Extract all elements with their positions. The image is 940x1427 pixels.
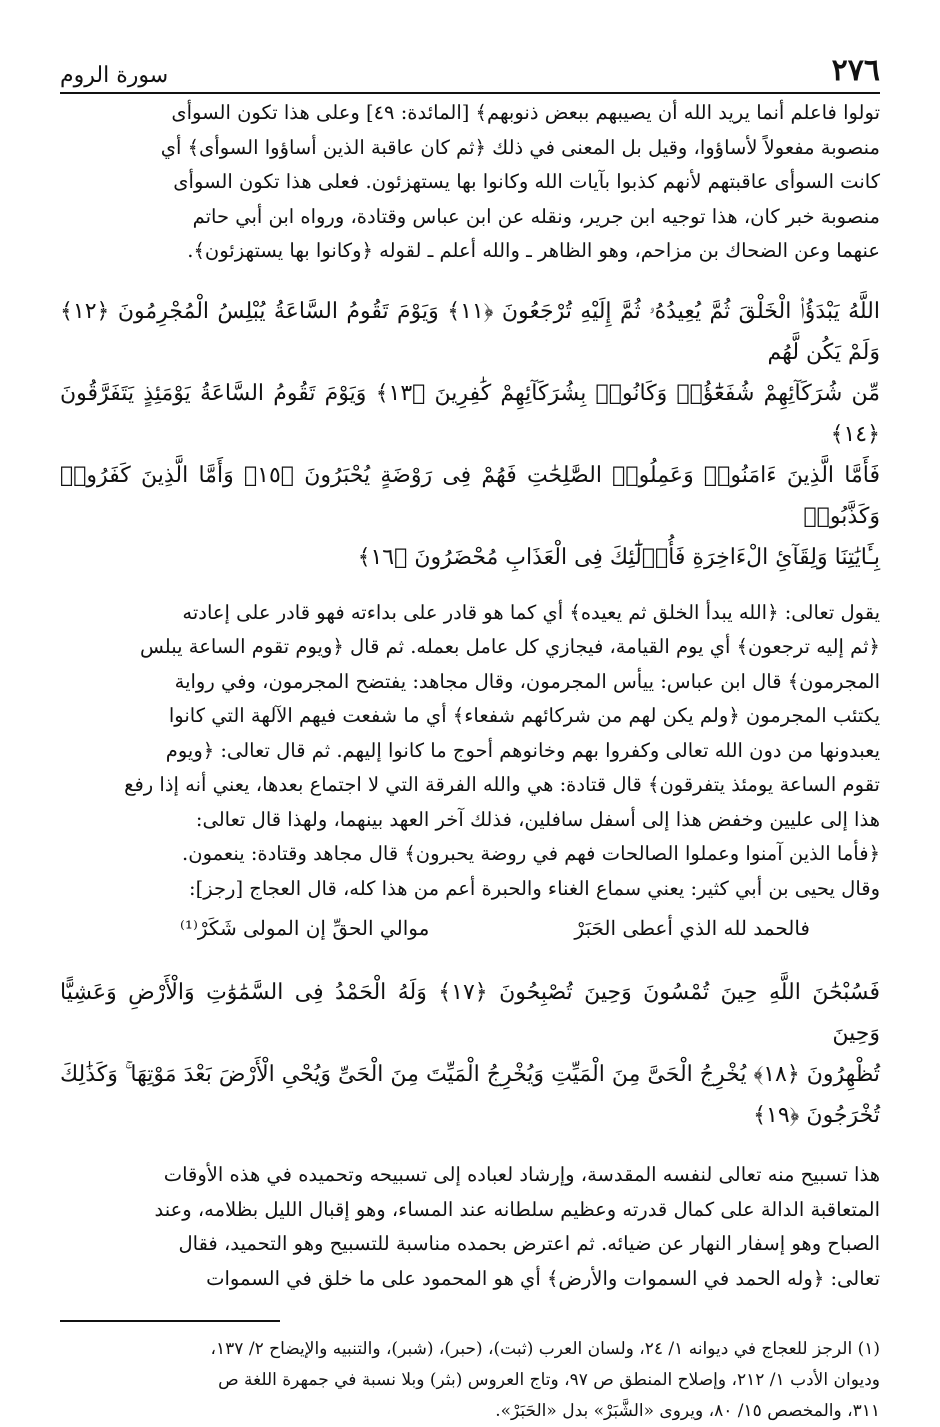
footnote-divider — [60, 1320, 280, 1322]
poem-second-hemistich: موالي الحقِّ إن المولى شَكَرْ⁽¹⁾ — [180, 916, 430, 940]
commentary-paragraph-verses-11-16: يقول تعالى: ﴿الله يبدأ الخلق ثم يعيده﴾ أي كما هو قادر على بداءته فهو قادر على إعادته ﴿ثم إليه ترجعون﴾ أي يوم القيامة، فيجازي كل عامل بعمله. ثم قال ﴿ويوم تقوم الساعة يبلس المجرمون﴾ قال ابن عباس: ييأس المجرمون، وقال مجاهد: يفتضح المجرمون، وفي رواية يكتئب المجرمون ﴿ولم يكن لهم من شركائهم شفعاء﴾ أي ما شفعت فيهم الآلهة التي كانوا يعبدونها من دون الله تعالى وكفروا بهم وخانوهم أحوج ما كانوا إليهم. ثم قال تعالى: ﴿ويوم تقوم الساعة يومئذ يتفرقون﴾ قال قتادة: هي والله الفرقة التي لا اجتماع بعدها، يعني أنه إذا رفع هذا إلى عليين وخفض هذا إلى أسفل سافلين، فذلك آخر العهد بينهما، ولهذا قال تعالى: ﴿فأما الذين آمنوا وعملوا الصالحات فهم في روضة يحبرون﴾ قال مجاهد وقتادة: ينعمون. وقال يحيى بن أبي كثير: يعني سماع الغناء والحبرة أعم من هذا كله، قال العجاج [رجز]: — [124, 600, 880, 900]
page — [60, 50, 880, 1427]
page-header — [60, 50, 880, 94]
page-number: ٢٧٦ — [831, 53, 880, 88]
commentary-paragraph-verses-17-19: هذا تسبيح منه تعالى لنفسه المقدسة، وإرشاد لعباده إلى تسبيحه وتحميده في هذه الأوقات المتعاقبة الدالة على كمال قدرته وعظيم سلطانه عند المساء، وهو إقبال الليل بظلامه، وعند الصباح وهو إسفار النهار عن ضيائه. ثم اعترض بحمده مناسبة للتسبيح وهو التحميد، فقال تعالى: ﴿وله الحمد في السموات والأرض﴾ أي هو المحمود على ما خلق في السموات — [154, 1163, 880, 1290]
poem-verse — [180, 916, 810, 940]
poem-first-hemistich: فالحمد لله الذي أعطى الحَبَرْ — [574, 916, 810, 940]
running-title: سورة الروم — [60, 63, 169, 88]
quran-verses-11-16: اللَّهُ يَبْدَؤُا۟ الْخَلْقَ ثُمَّ يُعِيدُهُۥ ثُمَّ إِلَيْهِ تُرْجَعُونَ ﴿١١﴾ وَيَوْمَ تَقُومُ السَّاعَةُ يُبْلِسُ الْمُجْرِمُونَ ﴿١٢﴾ وَلَمْ يَكُن لَّهُم مِّن شُرَكَآئِهِمْ شُفَعَٰٓؤُا۟ وَكَانُوا۟ بِشُرَكَآئِهِمْ كَٰفِرِينَ ﴿١٣﴾ وَيَوْمَ تَقُومُ السَّاعَةُ يَوْمَئِذٍ يَتَفَرَّقُونَ ﴿١٤﴾ فَأَمَّا الَّذِينَ ءَامَنُوا۟ وَعَمِلُوا۟ الصَّٰلِحَٰتِ فَهُمْ فِى رَوْضَةٍ يُحْبَرُونَ ﴿١٥﴾ وَأَمَّا الَّذِينَ كَفَرُوا۟ وَكَذَّبُوا۟ بِـَٔايَٰتِنَا وَلِقَآئِ الْءَاخِرَةِ فَأُو۟لَٰٓئِكَ فِى الْعَذَابِ مُحْضَرُونَ ﴿١٦﴾ — [60, 298, 880, 570]
quran-verses-17-19: فَسُبْحَٰنَ اللَّهِ حِينَ تُمْسُونَ وَحِينَ تُصْبِحُونَ ﴿١٧﴾ وَلَهُ الْحَمْدُ فِى السَّمَٰوَٰتِ وَالْأَرْضِ وَعَشِيًّا وَحِينَ تُظْهِرُونَ ﴿١٨﴾ يُخْرِجُ الْحَىَّ مِنَ الْمَيِّتِ وَيُخْرِجُ الْمَيِّتَ مِنَ الْحَىِّ وَيُحْىِ الْأَرْضَ بَعْدَ مَوْتِهَا ۚ وَكَذَٰلِكَ تُخْرَجُونَ ﴿١٩﴾ — [60, 980, 880, 1128]
commentary-paragraph-continued: تولوا فاعلم أنما يريد الله أن يصيبهم ببعض ذنوبهم﴾ [المائدة: ٤٩] وعلى هذا تكون السوأى منصوبة مفعولاً لأساؤوا، وقيل بل المعنى في ذلك ﴿ثم كان عاقبة الذين أساؤوا السوأى﴾ أي كانت السوأى عاقبتهم لأنهم كذبوا بآيات الله وكانوا بها يستهزئون. فعلى هذا تكون السوأى منصوبة خبر كان، هذا توجيه ابن جرير، ونقله عن ابن عباس وقتادة، ورواه ابن أبي حاتم عنهما وعن الضحاك بن مزاحم، وهو الظاهر ـ والله أعلم ـ لقوله ﴿وكانوا بها يستهزئون﴾. — [160, 101, 880, 262]
footnote: (١) الرجز للعجاج في ديوانه ١/ ٢٤، ولسان العرب (ثبت)، (حبر)، (شبر)، والتنبيه والإيضاح ٢/ ١٣٧، وديوان الأدب ١/ ٢١٢، وإصلاح المنطق ص ٩٧، وتاج العروس (بثر) وبلا نسبة في جمهرة اللغة ص ٣١١، والمخصص ١٥/ ٨٠، ويروى «الشَّبَرْ» بدل «الحَبَرْ». — [210, 1339, 880, 1421]
